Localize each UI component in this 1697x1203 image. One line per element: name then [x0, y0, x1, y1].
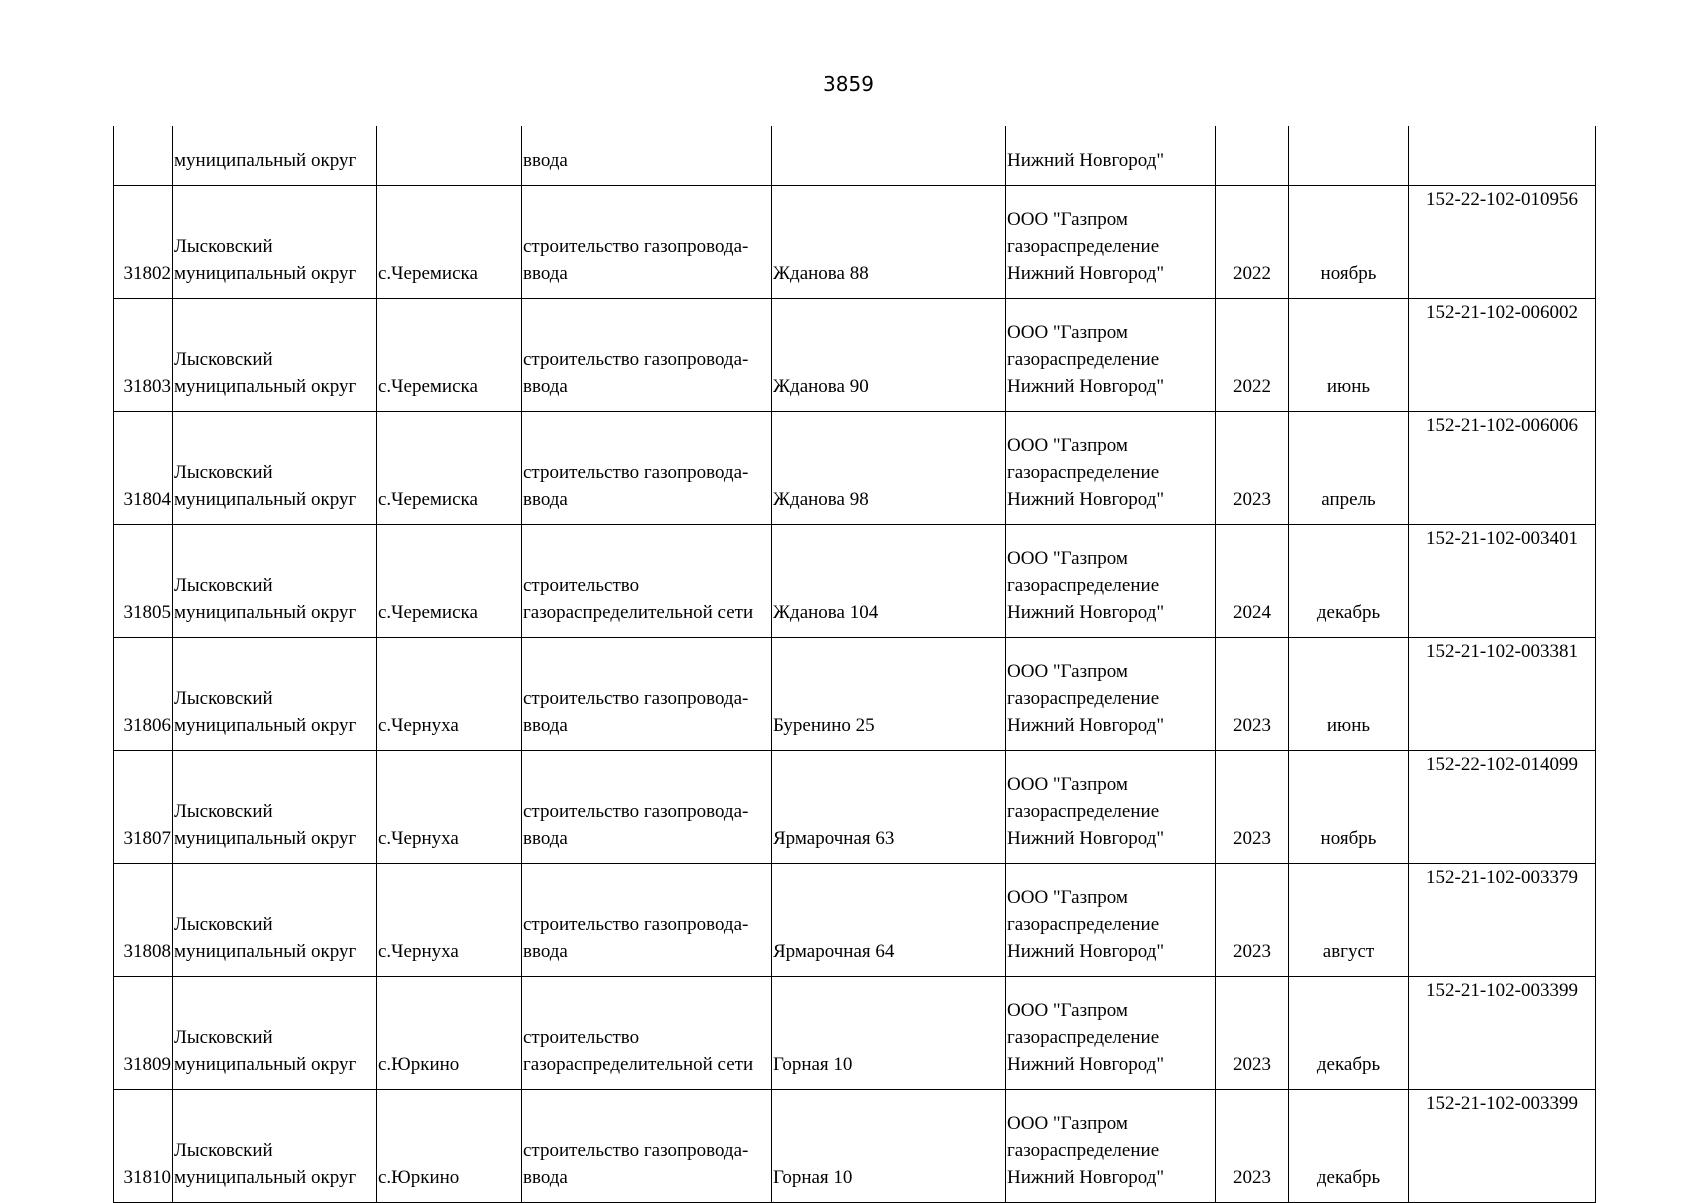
cell-line: муниципальный округ — [174, 1054, 357, 1075]
cell-line: Лысковский — [174, 801, 273, 822]
cell-cadastral-number: 152-21-102-006002 — [1409, 299, 1596, 412]
gasification-table — [113, 126, 1596, 1203]
cell-district — [173, 977, 377, 1090]
cell-cadastral-number: 152-21-102-003381 — [1409, 638, 1596, 751]
cell-organization — [1006, 186, 1216, 299]
cell-line: Нижний Новгород" — [1007, 828, 1165, 849]
cell-year: 2023 — [1216, 977, 1289, 1090]
cell-work-type — [522, 864, 772, 977]
cell-settlement: с.Чернуха — [377, 864, 522, 977]
cell-number: 31806 — [114, 638, 173, 751]
cell-line: Нижний Новгород" — [1007, 489, 1165, 510]
cell-line: строительство газопровода- — [523, 801, 749, 822]
cell-organization — [1006, 412, 1216, 525]
cell-month — [1289, 126, 1409, 186]
cell-address — [772, 126, 1006, 186]
cell-line: муниципальный округ — [174, 376, 357, 397]
table-row — [114, 751, 1596, 864]
cell-line: ООО "Газпром — [1007, 661, 1128, 682]
cell-line: газораспределение — [1007, 688, 1160, 709]
cell-line: строительство газопровода- — [523, 349, 749, 370]
cell-district — [173, 638, 377, 751]
cell-address: Горная 10 — [772, 1090, 1006, 1203]
cell-line: Лысковский — [174, 462, 273, 483]
cell-line: Лысковский — [174, 914, 273, 935]
cell-line: ООО "Газпром — [1007, 435, 1128, 456]
cell-line: строительство газопровода- — [523, 688, 749, 709]
cell-line: ввода — [523, 489, 568, 510]
cell-month: декабрь — [1289, 1090, 1409, 1203]
cell-year: 2024 — [1216, 525, 1289, 638]
cell-work-type — [522, 412, 772, 525]
cell-number: 31803 — [114, 299, 173, 412]
cell-line: газораспределение — [1007, 462, 1160, 483]
cell-number: 31809 — [114, 977, 173, 1090]
cell-line: строительство газопровода- — [523, 1140, 749, 1161]
table-row — [114, 864, 1596, 977]
cell-line: Нижний Новгород" — [1007, 376, 1165, 397]
table-row — [114, 186, 1596, 299]
cell-settlement: с.Юркино — [377, 1090, 522, 1203]
cell-line: муниципальный округ — [174, 715, 357, 736]
table-row — [114, 638, 1596, 751]
cell-line: газораспределительной сети — [523, 1054, 754, 1075]
cell-cadastral-number: 152-21-102-006006 — [1409, 412, 1596, 525]
cell-line: газораспределительной сети — [523, 602, 754, 623]
cell-month: ноябрь — [1289, 186, 1409, 299]
cell-year: 2023 — [1216, 751, 1289, 864]
cell-address: Жданова 88 — [772, 186, 1006, 299]
cell-month: декабрь — [1289, 525, 1409, 638]
cell-line: Лысковский — [174, 236, 273, 257]
cell-cadastral-number: 152-21-102-003399 — [1409, 977, 1596, 1090]
cell-month: июнь — [1289, 299, 1409, 412]
cell-line: газораспределение — [1007, 1140, 1160, 1161]
table-row — [114, 299, 1596, 412]
cell-organization — [1006, 299, 1216, 412]
cell-year: 2023 — [1216, 864, 1289, 977]
cell-number: 31807 — [114, 751, 173, 864]
cell-line: муниципальный округ — [174, 263, 357, 284]
cell-line: газораспределение — [1007, 801, 1160, 822]
cell-number: 31802 — [114, 186, 173, 299]
cell-district — [173, 751, 377, 864]
cell-work-type — [522, 977, 772, 1090]
cell-settlement: с.Чернуха — [377, 638, 522, 751]
cell-line: ввода — [523, 828, 568, 849]
cell-line: строительство газопровода- — [523, 914, 749, 935]
cell-district — [173, 864, 377, 977]
cell-district — [173, 299, 377, 412]
page-number: 3859 — [823, 72, 874, 96]
cell-line: строительство газопровода- — [523, 462, 749, 483]
cell-line: Лысковский — [174, 688, 273, 709]
cell-cadastral-number: 152-21-102-003399 — [1409, 1090, 1596, 1203]
cell-organization — [1006, 525, 1216, 638]
cell-organization — [1006, 638, 1216, 751]
cell-line: ввода — [523, 941, 568, 962]
cell-settlement: с.Черемиска — [377, 412, 522, 525]
cell-address: Буренино 25 — [772, 638, 1006, 751]
cell-settlement: с.Черемиска — [377, 525, 522, 638]
cell-work-type — [522, 186, 772, 299]
cell-line: газораспределение — [1007, 914, 1160, 935]
cell-line: муниципальный округ — [174, 1167, 357, 1188]
cell-line: Нижний Новгород" — [1007, 1167, 1165, 1188]
cell-settlement: с.Юркино — [377, 977, 522, 1090]
cell-cadastral-number: 152-21-102-003401 — [1409, 525, 1596, 638]
cell-year — [1216, 126, 1289, 186]
cell-address: Ярмарочная 64 — [772, 864, 1006, 977]
cell-line: газораспределение — [1007, 349, 1160, 370]
cell-settlement: с.Черемиска — [377, 186, 522, 299]
cell-line: Лысковский — [174, 1027, 273, 1048]
cell-work-type — [522, 299, 772, 412]
table-row — [114, 525, 1596, 638]
table-row — [114, 977, 1596, 1090]
cell-line: муниципальный округ — [174, 828, 357, 849]
cell-line: ООО "Газпром — [1007, 1000, 1128, 1021]
table-row — [114, 1090, 1596, 1203]
cell-line: строительство газопровода- — [523, 236, 749, 257]
cell-address: Жданова 98 — [772, 412, 1006, 525]
cell-cadastral-number — [1409, 126, 1596, 186]
cell-number: 31804 — [114, 412, 173, 525]
cell-month: декабрь — [1289, 977, 1409, 1090]
cell-settlement — [377, 126, 522, 186]
cell-line: строительство — [523, 575, 640, 596]
cell-month: июнь — [1289, 638, 1409, 751]
cell-line: Нижний Новгород" — [1007, 602, 1165, 623]
cell-district — [173, 186, 377, 299]
cell-line: Нижний Новгород" — [1007, 941, 1165, 962]
table-row — [114, 412, 1596, 525]
cell-work-type: ввода — [522, 126, 772, 186]
cell-district — [173, 525, 377, 638]
cell-line: ООО "Газпром — [1007, 774, 1128, 795]
cell-line: ООО "Газпром — [1007, 887, 1128, 908]
cell-line: муниципальный округ — [174, 489, 357, 510]
cell-number: 31810 — [114, 1090, 173, 1203]
cell-line: Лысковский — [174, 575, 273, 596]
cell-year: 2023 — [1216, 1090, 1289, 1203]
cell-number: 31808 — [114, 864, 173, 977]
cell-settlement: с.Черемиска — [377, 299, 522, 412]
cell-address: Горная 10 — [772, 977, 1006, 1090]
cell-year: 2022 — [1216, 186, 1289, 299]
cell-line: ООО "Газпром — [1007, 322, 1128, 343]
cell-line: ООО "Газпром — [1007, 548, 1128, 569]
cell-address: Жданова 104 — [772, 525, 1006, 638]
cell-district: муниципальный округ — [173, 126, 377, 186]
cell-year: 2022 — [1216, 299, 1289, 412]
cell-line: ввода — [523, 1167, 568, 1188]
cell-line: ввода — [523, 376, 568, 397]
cell-work-type — [522, 1090, 772, 1203]
cell-line: Нижний Новгород" — [1007, 263, 1165, 284]
cell-number: 31805 — [114, 525, 173, 638]
cell-address: Ярмарочная 63 — [772, 751, 1006, 864]
cell-line: Нижний Новгород" — [1007, 715, 1165, 736]
cell-organization: Нижний Новгород" — [1006, 126, 1216, 186]
cell-cadastral-number: 152-22-102-010956 — [1409, 186, 1596, 299]
cell-organization — [1006, 977, 1216, 1090]
cell-line: ООО "Газпром — [1007, 1113, 1128, 1134]
cell-organization — [1006, 751, 1216, 864]
cell-line: Нижний Новгород" — [1007, 1054, 1165, 1075]
cell-organization — [1006, 1090, 1216, 1203]
cell-line: газораспределение — [1007, 1027, 1160, 1048]
cell-organization — [1006, 864, 1216, 977]
cell-line: ввода — [523, 715, 568, 736]
cell-work-type — [522, 525, 772, 638]
cell-work-type — [522, 638, 772, 751]
cell-settlement: с.Чернуха — [377, 751, 522, 864]
table-row-continued — [114, 126, 1596, 186]
cell-year: 2023 — [1216, 638, 1289, 751]
cell-month: ноябрь — [1289, 751, 1409, 864]
cell-district — [173, 412, 377, 525]
cell-cadastral-number: 152-22-102-014099 — [1409, 751, 1596, 864]
cell-line: Лысковский — [174, 1140, 273, 1161]
cell-month: август — [1289, 864, 1409, 977]
cell-line: газораспределение — [1007, 236, 1160, 257]
cell-district — [173, 1090, 377, 1203]
cell-month: апрель — [1289, 412, 1409, 525]
cell-line: ввода — [523, 263, 568, 284]
cell-number — [114, 126, 173, 186]
cell-work-type — [522, 751, 772, 864]
cell-line: строительство — [523, 1027, 640, 1048]
table-body — [114, 126, 1596, 1203]
cell-line: муниципальный округ — [174, 602, 357, 623]
cell-line: муниципальный округ — [174, 941, 357, 962]
cell-address: Жданова 90 — [772, 299, 1006, 412]
cell-cadastral-number: 152-21-102-003379 — [1409, 864, 1596, 977]
cell-line: ООО "Газпром — [1007, 209, 1128, 230]
cell-year: 2023 — [1216, 412, 1289, 525]
cell-line: газораспределение — [1007, 575, 1160, 596]
cell-line: Лысковский — [174, 349, 273, 370]
